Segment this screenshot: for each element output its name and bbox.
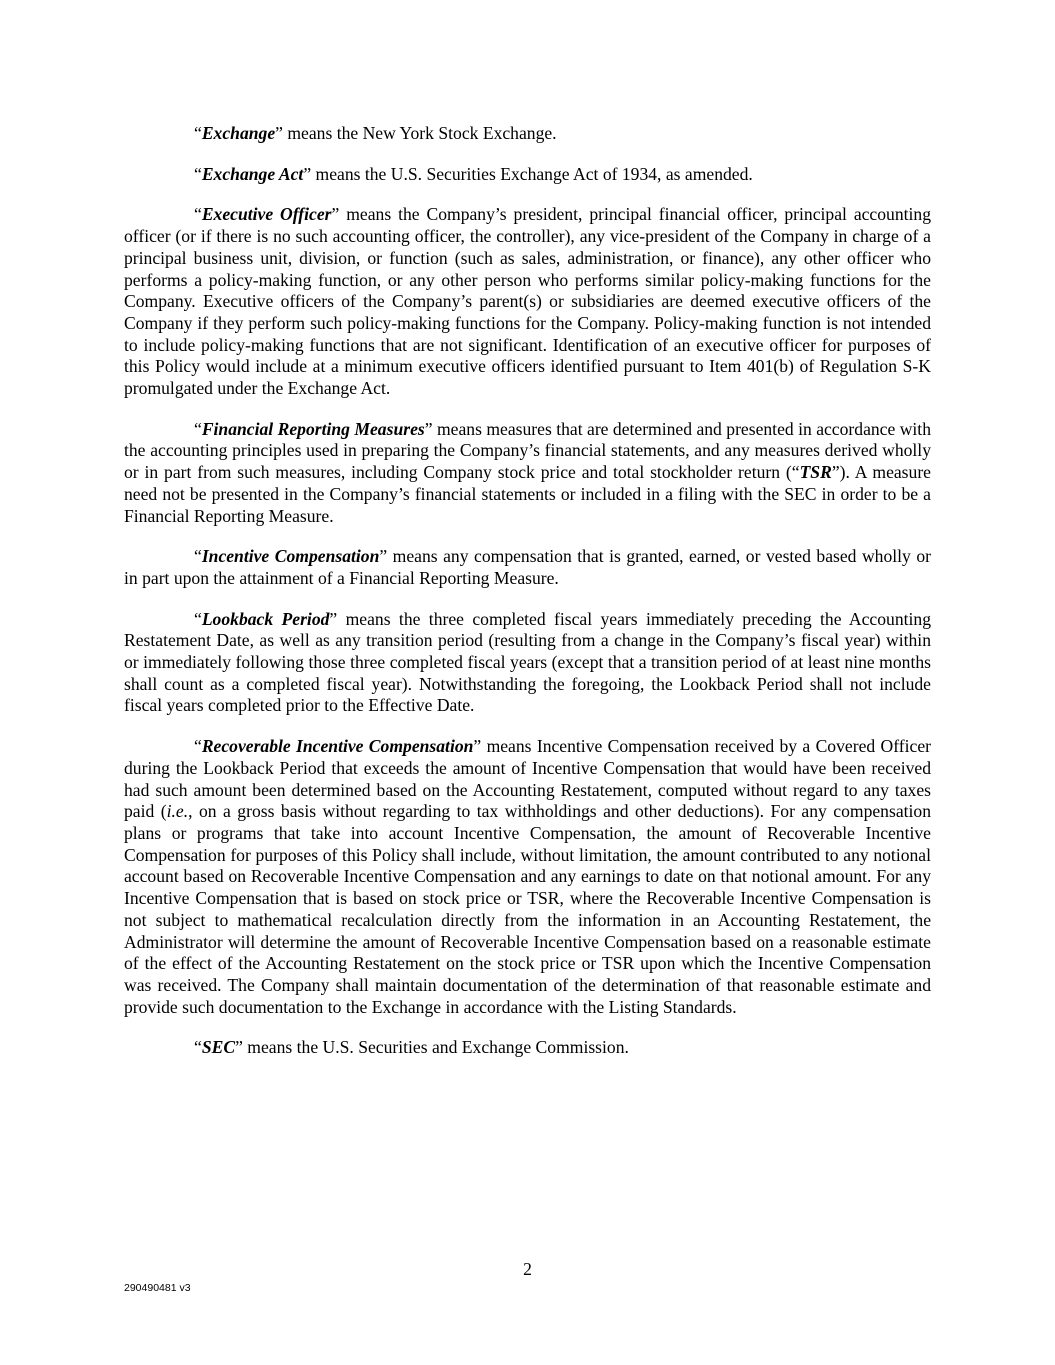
italic-abbreviation: i.e. bbox=[166, 801, 189, 822]
definition-text: means measures that are determined and presented in accordance with the accounting principles used in preparing the Company’s financial statements, and any measures derived wholly or in part from such measures, including Company stock price and total stockholder return (“ bbox=[124, 418, 931, 483]
definition-lookback-period: “Lookback Period” means the three completed fiscal years immediately preceding the Accounting Restatement Date, as well as any transition period (resulting from a change in the Company’s fiscal year) within or immediately following those three completed fiscal years (except that a transition period of at least nine months shall count as a completed fiscal year). Notwithstanding the foregoing, the Lookback Period shall not include fiscal years completed prior to the Effective Date. bbox=[124, 608, 932, 716]
defined-term: Exchange Act bbox=[201, 163, 304, 184]
definition-text-continued: ”). A measure need not be presented in the Company’s financial statements or included in a filing with the SEC in order to be a Financial Reporting Measure. bbox=[124, 462, 931, 526]
definition-text: means the U.S. Securities Exchange Act of 1934, as amended. bbox=[311, 163, 753, 184]
definition-text: means Incentive Compensation received by a Covered Officer during the Lookback Period that exceeds the amount of Incentive Compensation that would have been received had such amount been determined based on the Accounting Restatement, computed without regard to any taxes paid ( bbox=[124, 736, 931, 822]
defined-term: Incentive Compensation bbox=[201, 546, 380, 567]
defined-term: Financial Reporting Measures bbox=[201, 418, 425, 439]
definition-incentive-compensation: “Incentive Compensation” means any compensation that is granted, earned, or vested based wholly or in part upon the attainment of a Financial Reporting Measure. bbox=[124, 546, 931, 588]
defined-term-inline: TSR bbox=[799, 462, 832, 483]
document-id: 290490481 v3 bbox=[124, 1282, 191, 1294]
definition-text: means the U.S. Securities and Exchange Commission. bbox=[242, 1037, 629, 1058]
definition-executive-officer: “Executive Officer” means the Company’s president, principal financial officer, principal accounting officer (or if there is no such accounting officer, the controller), any vice-president of the Company in charge of a principal business unit, division, or function (such as sales, administration, or finance), any other officer who performs a policy-making function, or any other person who performs similar policy-making functions for the Company. Executive officers of the Company’s parent(s) or subsidiaries are deemed executive officers of the Company if they perform such policy-making functions for the Company. Policy-making function is not intended to include policy-making functions that are not significant. Identification of an executive officer for purposes of this Policy would include at a minimum executive officers identified pursuant to Item 401(b) of Regulation S-K promulgated under the Exchange Act. bbox=[124, 204, 932, 399]
defined-term: Recoverable Incentive Compensation bbox=[201, 736, 474, 757]
definition-text: means the New York Stock Exchange. bbox=[282, 123, 557, 143]
defined-term: SEC bbox=[201, 1037, 236, 1058]
document-body bbox=[124, 123, 931, 1078]
definition-exchange-act: “Exchange Act” means the U.S. Securities Exchange Act of 1934, as amended. bbox=[194, 163, 753, 184]
definition-recoverable-incentive-compensation: “Recoverable Incentive Compensation” means Incentive Compensation received by a Covered Officer during the Lookback Period that exceeds the amount of Incentive Compensation that would have been received had such amount been determined based on the Accounting Restatement, computed without regard to any taxes paid (i.e., on a gross basis without regarding to tax withholdings and other deductions). For any compensation plans or programs that take into account Incentive Compensation, the amount of Recoverable Incentive Compensation for purposes of this Policy shall include, without limitation, the amount contributed to any notional account based on Recoverable Incentive Compensation and any earnings to date on that notional amount. For any Incentive Compensation that is based on stock price or TSR, where the Recoverable Incentive Compensation is not subject to mathematical recalculation directly from the information in an Accounting Restatement, the Administrator will determine the amount of Recoverable Incentive Compensation based on a reasonable estimate of the effect of the Accounting Restatement on the stock price or TSR upon which the Incentive Compensation was received. The Company shall maintain documentation of the determination of that reasonable estimate and provide such documentation to the Exchange in accordance with the Listing Standards. bbox=[124, 736, 931, 1017]
definition-text: means the three completed fiscal years immediately preceding the Accounting Restatement Date, as well as any transition period (resulting from a change in the Company’s fiscal year) within or immediately following those three completed fiscal years (except that a transition period of at least nine months shall count as a completed fiscal year). Notwithstanding the foregoing, the Lookback Period shall not include fiscal years completed prior to the Effective Date. bbox=[124, 608, 932, 716]
defined-term: Executive Officer bbox=[201, 204, 332, 225]
definition-text: means any compensation that is granted, earned, or vested based wholly or in part upon the attainment of a Financial Reporting Measure. bbox=[124, 546, 931, 588]
defined-term: Exchange bbox=[201, 123, 276, 143]
page-number: 2 bbox=[523, 1259, 532, 1279]
definition-text: means the Company’s president, principal financial officer, principal accounting officer (or if there is no such accounting officer, the controller), any vice-president of the Company in charge of a principal business unit, division, or function (such as sales, administration, or finance), any other officer who performs a policy-making function, or any other person who performs similar policy-making functions for the Company. Executive officers of the Company’s parent(s) or subsidiaries are deemed executive officers of the Company if they perform such policy-making functions for the Company. Policy-making function is not intended to include policy-making functions that are not significant. Identification of an executive officer for purposes of this Policy would include at a minimum executive officers identified pursuant to Item 401(b) of Regulation S-K promulgated under the Exchange Act. bbox=[124, 204, 932, 399]
definition-text-continued: , on a gross basis without regarding to tax withholdings and other deductions). For any compensation plans or programs that take into account Incentive Compensation, the amount of Recoverable Incentive Compensation for purposes of this Policy shall include, without limitation, the amount contributed to any notional account based on Recoverable Incentive Compensation and any earnings to date on that notional amount. For any Incentive Compensation that is based on stock price or TSR, where the Recoverable Incentive Compensation is not subject to mathematical recalculation directly from the information in an Accounting Restatement, the Administrator will determine the amount of Recoverable Incentive Compensation based on a reasonable estimate of the effect of the Accounting Restatement on the stock price or TSR upon which the Incentive Compensation was received. The Company shall maintain documentation of the determination of that reasonable estimate and provide such documentation to the Exchange in accordance with the Listing Standards. bbox=[124, 801, 931, 1017]
defined-term: Lookback Period bbox=[201, 608, 330, 629]
definition-financial-reporting-measures: “Financial Reporting Measures” means measures that are determined and presented in accordance with the accounting principles used in preparing the Company’s financial statements, and any measures derived wholly or in part from such measures, including Company stock price and total stockholder return (“TSR”). A measure need not be presented in the Company’s financial statements or included in a filing with the SEC in order to be a Financial Reporting Measure. bbox=[124, 418, 931, 526]
definition-sec: “SEC” means the U.S. Securities and Exchange Commission. bbox=[194, 1037, 629, 1058]
definition-exchange: “Exchange” means the New York Stock Exchange. bbox=[194, 123, 557, 143]
